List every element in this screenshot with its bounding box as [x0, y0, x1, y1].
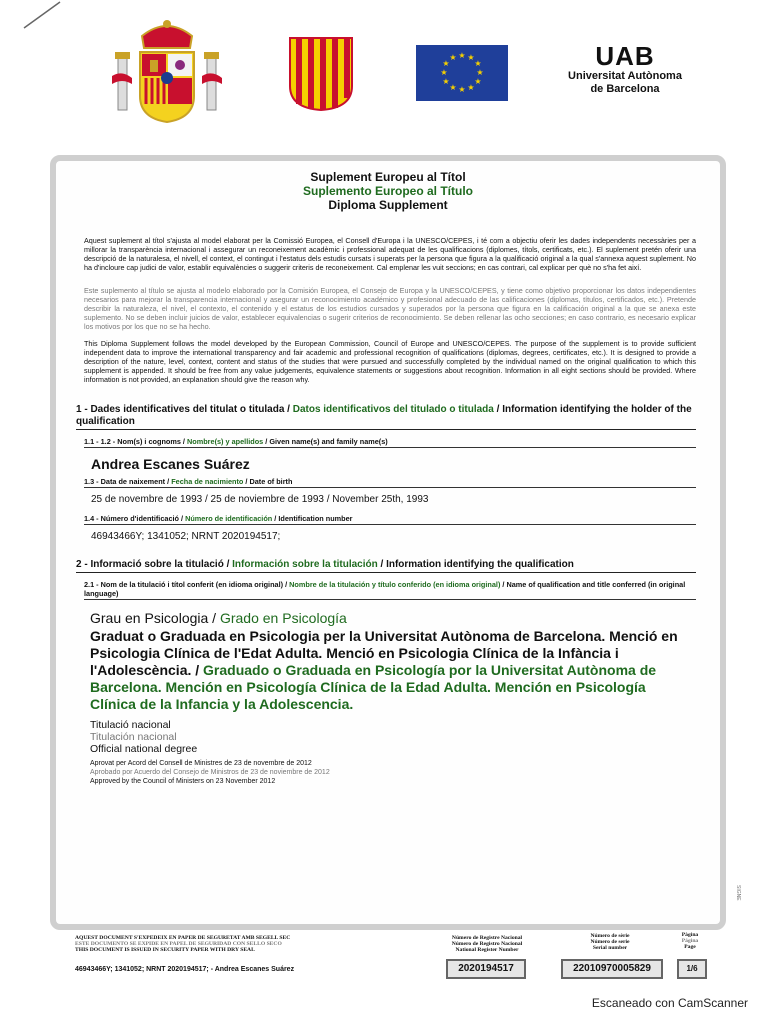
degree-es: Grado en Psicología	[219, 610, 347, 626]
dob-value: 25 de novembre de 1993 / 25 de noviembre de 1993 / November 25th, 1993	[91, 494, 429, 505]
degree-title-ca: Graduat o Graduada en Psicologia per la Universitat Autònoma de Barcelona. Menció en Psicologia Clínica de l'Edat Adulta. Menció en Psicologia Clínica de la Infància i l'Adolescència. /	[90, 628, 678, 678]
svg-text:★: ★	[440, 68, 448, 77]
name-label-ca: 1.1 - 1.2 - Nom(s) i cognoms /	[84, 437, 187, 446]
svg-text:★: ★	[449, 53, 457, 62]
serial-label-es: Número de serie	[590, 939, 630, 946]
section2-heading-es: Información sobre la titulación	[232, 559, 378, 570]
header-logos	[0, 0, 768, 150]
degree-title	[90, 628, 695, 713]
name-label	[84, 437, 696, 448]
spain-coat-of-arms-icon	[112, 18, 222, 126]
section2-heading-ca: 2 - Informació sobre la titulació /	[76, 559, 233, 570]
section1-heading-ca: 1 - Dades identificatives del titulat o titulada /	[76, 404, 293, 415]
reg-label-ca: Número de Registre Nacional	[451, 935, 523, 941]
eu-flag-icon	[416, 45, 508, 101]
holder-line: 46943466Y; 1341052; NRNT 2020194517; - Andrea Escanes Suárez	[75, 966, 295, 973]
degree-title-es: Graduado o Graduada en Psicología por la Universitat Autònoma de Barcelona. Mención en Psicología Clínica de la Edad Adulta. Mención en Psicología Clínica de la Infancia y la Adolescencia.	[90, 662, 657, 712]
id-label-en: / Identification number	[272, 514, 353, 523]
national-en: Official national degree	[90, 743, 198, 755]
svg-text:★: ★	[474, 77, 482, 86]
reg-label-en: National Register Number	[455, 947, 519, 954]
page-number-box: 1/6	[677, 959, 707, 979]
intro-es: Este suplemento al título se ajusta al modelo elaborado por la Comisión Europea, el Consejo de Europa y la UNESCO/CEPES, y tiene como objetivo proporcionar los datos independientes necesarios para mejorar la transparencia internacional y asegurar un reconocimiento académico y profesional adecuado de las calificaciones (diplomas, títulos, certificados, etc.). Pretende describir la naturaleza, el nivel, el contexto, el contenido y el estatus de los estudios cursados y superados por la persona que figura en la calificación original a la que se anexa este suplemento. No se deben incluir juicios de valor, establecer equivalencias o sugerir criterios de reconocimiento. Se deben rellenar las ocho secciones; en caso contrario, es necesario explicar los motivos por los que no se ha hecho.	[84, 286, 696, 331]
svg-text:★: ★	[467, 53, 475, 62]
page-label	[672, 932, 708, 951]
uab-name-line1: Universitat Autònoma	[568, 70, 682, 82]
svg-text:★: ★	[474, 59, 482, 68]
title-ca: Suplement Europeu al Títol	[310, 170, 466, 184]
reg-label-es: Número de Registro Nacional	[451, 941, 523, 948]
page-label-ca: Pàgina	[681, 932, 699, 938]
paper-en: THIS DOCUMENT IS ISSUED IN SECURITY PAPER WITH DRY SEAL	[75, 947, 255, 954]
camscanner-watermark: Escaneado con CamScanner	[591, 996, 748, 1010]
id-value: 46943466Y; 1341052; NRNT 2020194517;	[91, 531, 281, 542]
paper-ca: AQUEST DOCUMENT S'EXPEDEIX EN PAPER DE SEGURETAT AMB SEGELL SEC	[75, 935, 291, 941]
degree-name	[90, 610, 347, 626]
section1-heading	[76, 404, 696, 430]
page-label-es: Página	[681, 938, 699, 945]
serial-number-label	[572, 933, 648, 952]
name-label-es: Nombre(s) y apellidos	[187, 437, 264, 446]
section1-heading-es: Datos identificativos del titulado o titulada	[292, 404, 494, 415]
dob-label-es: Fecha de nacimiento	[171, 477, 244, 486]
corner-mark	[22, 0, 62, 30]
side-mark: SIGNE	[735, 885, 741, 901]
uab-logo	[545, 42, 705, 96]
qual-label-es: Nombre de la titulación y título conferido (en idioma original)	[289, 580, 501, 589]
serial-number-box: 22010970005829	[561, 959, 663, 979]
paper-es: ESTE DOCUMENTO SE EXPIDE EN PAPEL DE SEGURIDAD CON SELLO SECO	[75, 941, 282, 948]
qualification-label	[84, 580, 696, 600]
svg-text:★: ★	[442, 77, 450, 86]
intro-ca: Aquest suplement al títol s'ajusta al model elaborat per la Comissió Europea, el Consell d'Europa i la UNESCO/CEPES, i té com a objectiu oferir les dades independents necessàries per a millorar la transparència internacional i assegurar un reconeixement acadèmic i professional adequat de les qualificacions (diplomes, títols, certificats, etc.). El suplement pretén oferir una descripció de la naturalesa, el nivell, el context, el contingut i l'estatus dels estudis cursats i superats per la persona que figura a la qualificació original a la qual s'annexa aquest suplement. No ha d'incloure cap judici de valor, establir equivalències o suggerir criteris de reconeixement. Cal emplenar les vuit seccions; en cas contrari, cal explicar per què no s'ha fet així.	[84, 236, 696, 272]
register-number-label	[432, 935, 542, 954]
qual-label-en: / Name of qualification and title conferred (in original language)	[84, 580, 686, 598]
approved-es: Aprobado por Acuerdo del Consejo de Ministros de 23 de noviembre de 2012	[90, 769, 330, 776]
svg-text:★: ★	[442, 59, 450, 68]
uab-logo-text: UAB	[595, 41, 655, 71]
dob-label-en: / Date of birth	[243, 477, 293, 486]
catalonia-coat-of-arms-icon	[288, 36, 354, 112]
svg-text:★: ★	[476, 68, 484, 77]
svg-text:★: ★	[449, 83, 457, 92]
qual-label-ca: 2.1 - Nom de la titulació i títol conferit (en idioma original) /	[84, 580, 290, 589]
national-es: Titulación nacional	[90, 731, 177, 743]
title-en: Diploma Supplement	[328, 198, 448, 212]
dob-label	[84, 477, 696, 488]
approved-ca: Aprovat per Acord del Consell de Ministres de 23 de novembre de 2012	[90, 760, 312, 767]
document-title	[50, 170, 726, 212]
svg-text:★: ★	[458, 85, 466, 94]
security-paper-note	[75, 935, 290, 954]
degree-ca: Grau en Psicologia /	[90, 610, 220, 626]
title-es: Suplemento Europeo al Título	[302, 184, 473, 198]
register-number-box: 2020194517	[446, 959, 526, 979]
section2-heading	[76, 559, 696, 573]
uab-name-line2: de Barcelona	[590, 83, 660, 95]
id-label-es: Número de identificación	[185, 514, 273, 523]
dob-label-ca: 1.3 - Data de naixement /	[84, 477, 172, 486]
section1-heading-en: / Information identifying the holder of the qualification	[76, 404, 692, 427]
svg-text:★: ★	[467, 83, 475, 92]
id-label-ca: 1.4 - Número d'identificació /	[84, 514, 186, 523]
holder-name: Andrea Escanes Suárez	[91, 456, 250, 472]
serial-label-ca: Número de sèrie	[590, 933, 630, 939]
serial-label-en: Serial number	[592, 945, 628, 952]
approved-en: Approved by the Council of Ministers on 23 November 2012	[90, 778, 276, 785]
svg-text:★: ★	[458, 51, 466, 60]
id-label	[84, 514, 696, 525]
section2-heading-en: / Information identifying the qualification	[377, 559, 574, 570]
national-ca: Titulació nacional	[90, 719, 171, 731]
page-label-en: Page	[684, 944, 696, 951]
name-label-en: / Given name(s) and family name(s)	[263, 437, 388, 446]
intro-en: This Diploma Supplement follows the model developed by the European Commission, Council of Europe and UNESCO/CEPES. The purpose of the supplement is to provide sufficient independent data to improve the international transparency and fair academic and professional recognition of qualifications (diplomas, degrees, certificates, etc.). It is designed to provide a description of the nature, level, context, content and status of the studies that were pursued and successfully completed by the individual named on the original qualification to which this supplement is appended. It should be free from any value judgements, equivalence statements or suggestions about recognition. Information in all eight sections should be provided. Where information is not provided, an explanation should give the reason why.	[84, 339, 696, 384]
